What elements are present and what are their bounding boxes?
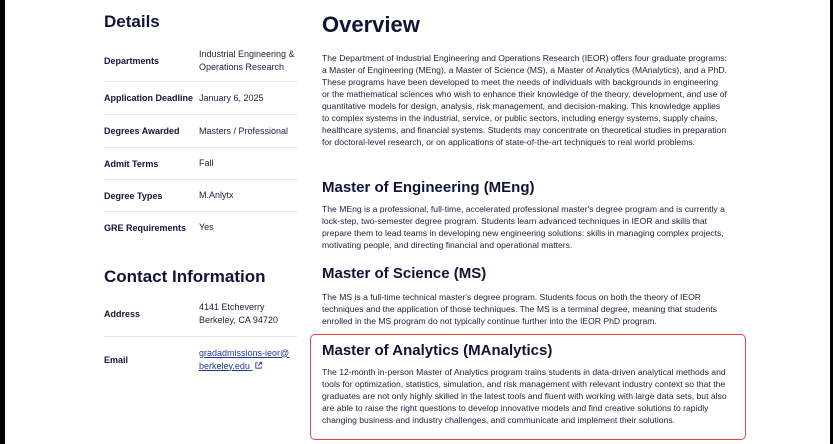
detail-value: Fall [199, 158, 214, 168]
meng-heading: Master of Engineering (MEng) [322, 179, 535, 196]
overview-paragraph: The Department of Industrial Engineering and Operations Research (IEOR) offers four graduate programs: a Master of Engineering (MEng), a Master of Science (MS), a Master of Analytics (MAnalytics), and a PhD. These programs have been developed to meet the needs of individuals with backgrounds in engineering or the mathematical sciences who wish to enhance their knowledge of the theory, development, and use of quantitative models for design, analysis, risk management, and decision-making. This knowledge applies to complex systems in the industrial, service, or public sectors, including energy systems, supply chains, healthcare systems, and financial systems. Students may concentrate on theoretical studies in preparation for doctoral-level research, or on applications of state-of-the-art techniques to real world problems. [322, 53, 728, 147]
meng-paragraph: The MEng is a professional, full-time, accelerated professional master's degree program and is currently a lock-step, two-semester degree program. Students learn advanced techniques in IEOR and skills that prepare them to lead teams in developing new engineering solutions: skills in managing complex projects, motivating people, and directing financial and operational matters. [322, 204, 725, 250]
details-heading: Details [104, 12, 160, 31]
external-link-icon [254, 361, 263, 370]
email-line-2: berkeley.edu [199, 360, 250, 371]
address-line-2: Berkeley, CA 94720 [199, 314, 278, 325]
detail-value: January 6, 2025 [199, 92, 264, 103]
detail-row-departments [104, 41, 297, 82]
contact-row-address [104, 291, 297, 337]
page-title: Overview [322, 12, 420, 37]
detail-row-admit-terms [104, 148, 297, 180]
window-frame-left [0, 0, 5, 444]
detail-row-gre-requirements [104, 212, 297, 243]
detail-value: Yes [199, 222, 214, 232]
email-label: Email [104, 354, 129, 365]
detail-label: Application Deadline [104, 93, 194, 103]
detail-row-application-deadline [104, 82, 297, 115]
detail-value: M.Anlytx [199, 190, 234, 200]
detail-label: Degree Types [104, 190, 163, 201]
detail-label: Departments [104, 56, 160, 66]
contact-heading: Contact Information [104, 267, 266, 286]
manalytics-heading: Master of Analytics (MAnalytics) [322, 342, 553, 359]
ms-heading: Master of Science (MS) [322, 265, 487, 282]
address-line-1: 4141 Etcheverry [199, 301, 265, 312]
manalytics-paragraph: The 12-month in-person Master of Analytics program trains students in data-driven analytical methods and tools for optimization, statistics, simulation, and risk management with relevant industry context so that the graduates are not only highly skilled in the latest tools and fluent with working with large data sets, but also are able to raise the right questions to develop innovative models and find creative solutions to rapidly changing business and industry challenges, and communicate and implement their solutions. [322, 367, 727, 425]
email-link[interactable] [199, 348, 289, 371]
address-label: Address [104, 308, 141, 319]
email-line-1: gradadmissions-ieor@ [199, 347, 290, 358]
detail-row-degrees-awarded [104, 115, 297, 148]
address-value [199, 301, 297, 327]
detail-label: GRE Requirements [104, 222, 187, 233]
detail-label: Degrees Awarded [104, 126, 180, 136]
ms-paragraph: The MS is a full-time technical master's degree program. Students focus on both the theory of IEOR techniques and the application of those techniques. The MS is a terminal degree, meaning that students enrolled in the MS program do not typically continue further into the IEOR PhD program. [322, 292, 717, 326]
detail-row-degree-types [104, 180, 297, 212]
detail-value: Masters / Professional [199, 125, 289, 136]
email-value [199, 347, 297, 373]
detail-label: Admit Terms [104, 158, 159, 169]
detail-value: Industrial Engineering & Operations Research [199, 49, 295, 72]
manalytics-highlight-box [310, 334, 746, 440]
contact-row-email [104, 337, 297, 382]
